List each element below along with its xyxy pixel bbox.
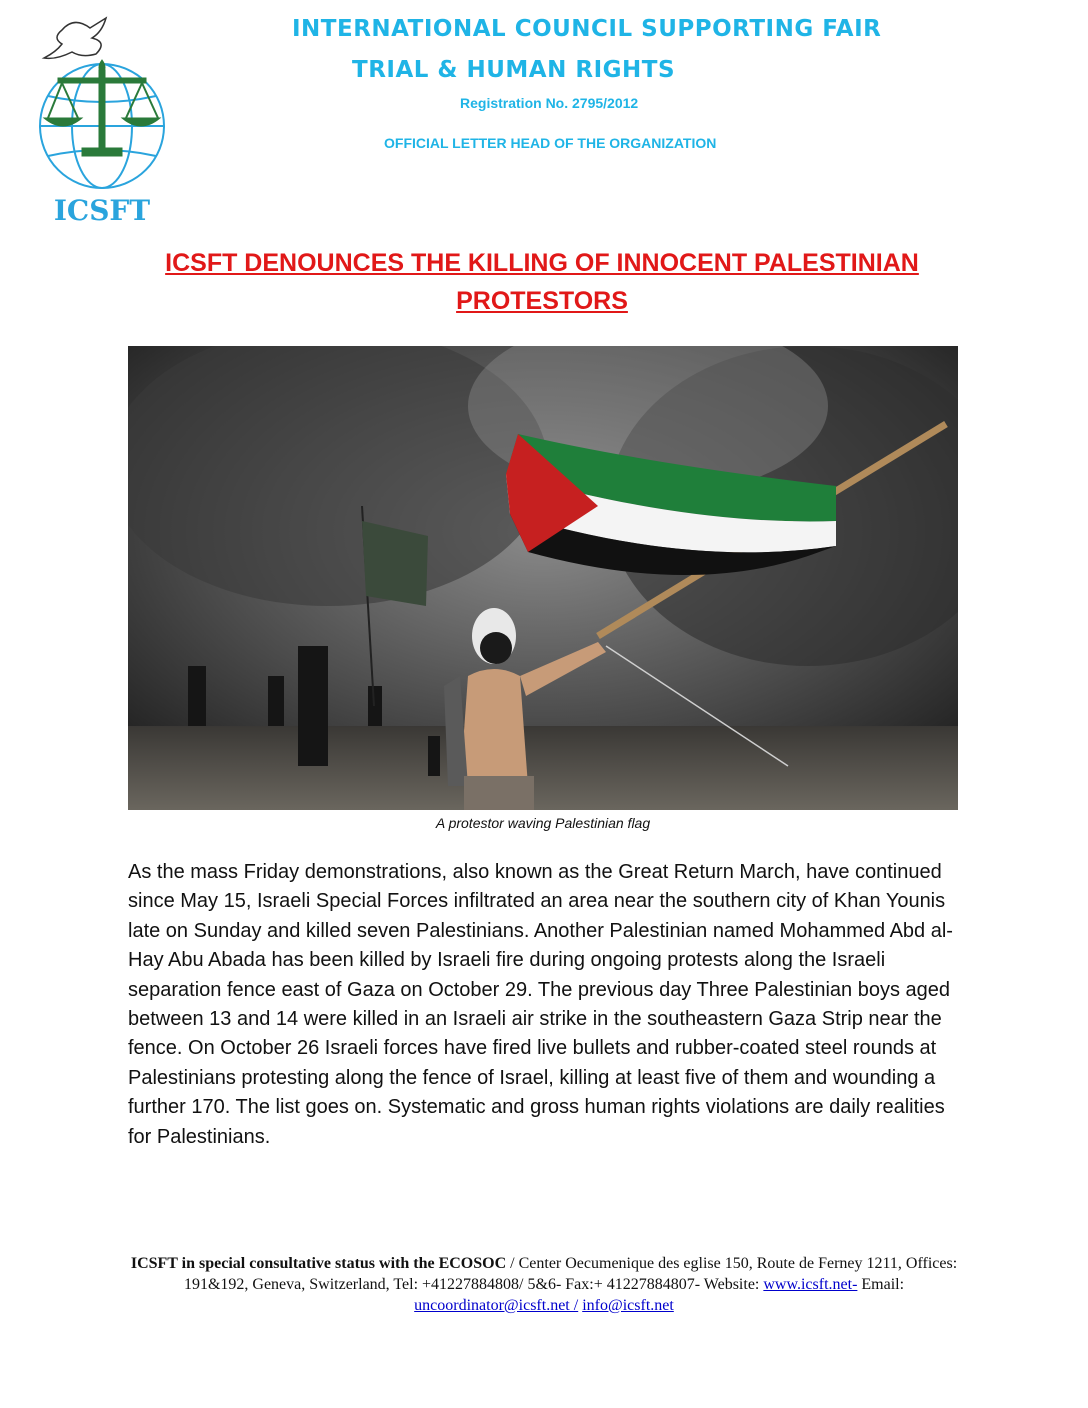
org-name-line2: TRIAL & HUMAN RIGHTS [352, 57, 676, 83]
website-link[interactable]: www.icsft.net- [763, 1276, 858, 1293]
dove-icon [44, 18, 106, 58]
email-link-info[interactable]: info@icsft.net [582, 1297, 674, 1314]
logo-text: ICSFT [53, 194, 151, 227]
protest-photo [128, 346, 958, 810]
footer-email-label: Email: [857, 1276, 905, 1293]
photo-caption: A protestor waving Palestinian flag [435, 815, 651, 831]
email-link-uncoordinator[interactable]: uncoordinator@icsft.net / [414, 1297, 579, 1314]
headline: ICSFT DENOUNCES THE KILLING OF INNOCENT PALESTINIAN PROTESTORS [165, 249, 919, 315]
footer [120, 1253, 968, 1316]
footer-status: ICSFT in special consultative status with the ECOSOC [130, 1255, 507, 1272]
org-name-line1: INTERNATIONAL COUNCIL SUPPORTING FAIR [292, 16, 882, 42]
body-paragraph: As the mass Friday demonstrations, also known as the Great Return March, have continued since May 15, Israeli Special Forces infiltrated an area near the southern city of Khan Younis late on Sunday and killed seven Palestinians. Another Palestinian named Mohammed Abd al-Hay Abu Abada has been killed by Israeli fire during ongoing protests along the Israeli separation fence east of Gaza on October 29. The previous day Three Palestinian boys aged between 13 and 14 were killed in an Israeli air strike in the southeastern Gaza Strip near the fence. On October 26 Israeli forces have fired live bullets and rubber-coated steel rounds at Palestinians protesting along the fence of Israel, killing at least five of them and wounding a further 170. The list goes on. Systematic and gross human rights violations are daily realities for Palestinians. [128, 861, 953, 1148]
icsft-logo [22, 8, 182, 228]
scales-icon [44, 60, 160, 156]
registration-number: Registration No. 2795/2012 [460, 95, 639, 111]
footer-address: / Center Oecumenique des eglise 150, Route de Ferney 1211, Offices: 191&192, Geneva, Switzerland, Tel: +41227884808/ 5&6- Fax:+ 41227884807- Website: [183, 1255, 958, 1293]
official-letterhead-line: OFFICIAL LETTER HEAD OF THE ORGANIZATION [384, 135, 717, 151]
